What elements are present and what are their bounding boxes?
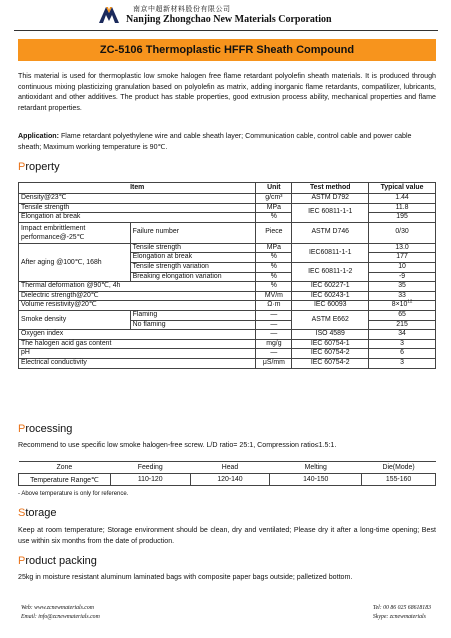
zc-logo-icon bbox=[97, 3, 121, 27]
table-row: Oxygen index — ISO 4589 34 bbox=[19, 330, 436, 340]
table-row: pH — IEC 60754-2 6 bbox=[19, 349, 436, 359]
table-row: Elongation at break % 177 bbox=[19, 253, 436, 263]
storage-heading: Storage bbox=[18, 507, 57, 519]
processing-note: - Above temperature is only for reference. bbox=[18, 491, 129, 497]
table-row: Impact embrittlement performance@-25℃ Failure number Piece ASTM D746 0/30 bbox=[19, 222, 436, 243]
property-table bbox=[18, 182, 436, 369]
col-method: Test method bbox=[292, 183, 369, 194]
table-row: Volume resistivity@20℃ Ω·m IEC 60093 $8\times 10^{12}$ bbox=[19, 301, 436, 311]
page-header bbox=[0, 0, 451, 34]
application-text: Flame retardant polyethylene wire and cable sheath layer; Communication cable, control cable and power cable sheath; Maximum working temperature is 90℃. bbox=[18, 132, 412, 151]
application-label: Application: bbox=[18, 132, 59, 140]
table-row: The halogen acid gas content mg/g IEC 60754-1 3 bbox=[19, 339, 436, 349]
property-heading: Property bbox=[18, 161, 60, 173]
table-row: Thermal deformation @90℃, 4h % IEC 60227-1 35 bbox=[19, 282, 436, 292]
document-title: ZC-5106 Thermoplastic HFFR Sheath Compound bbox=[18, 39, 436, 61]
footer-contact-left bbox=[21, 604, 100, 622]
table-row: Dielectric strength@20℃ MV/m IEC 60243-1 33 bbox=[19, 291, 436, 301]
table-row: Temperature Range℃ 110-120 120-140 140-150 155-160 bbox=[19, 474, 436, 486]
table-row: Density@23℃ g/cm³ ASTM D792 1.44 bbox=[19, 194, 436, 204]
footer-email: Email: info@zcnewmaterials.com bbox=[21, 614, 100, 620]
intro-paragraph: This material is used for thermoplastic low smoke halogen free flame retardant polyolefin sheath materials. It is produced through continuous mixing plasticizing granulation based on polyolefin as matrix, adding inorganic flame retardants, compatilizer, lubricants, antioxidant and other additives. The product has stable properties, good extrusion process ability, mechanical properties and flame retardant properties. bbox=[18, 72, 436, 112]
processing-text: Recommend to use specific low smoke halogen-free screw. L/D ratio= 25:1, Compression ratio≤1.5:1. bbox=[18, 441, 337, 449]
footer-contact-right bbox=[373, 604, 431, 622]
packing-heading: Product packing bbox=[18, 555, 97, 567]
footer-tel: Tel: 00 86 025 68618183 bbox=[372, 605, 431, 611]
table-header-row bbox=[19, 183, 436, 194]
storage-text: Keep at room temperature; Storage environment should be clean, dry and ventilated; Please dry it after a long-time opening; Best use within six months from the date of production. bbox=[18, 526, 436, 545]
col-value: Typical value bbox=[369, 183, 436, 194]
col-item: Item bbox=[19, 183, 256, 194]
col-unit: Unit bbox=[256, 183, 292, 194]
company-name-cn: 南京中超新材料股份有限公司 bbox=[133, 6, 231, 13]
table-row: Elongation at break % 195 bbox=[19, 213, 436, 223]
packing-text: 25kg in moisture resistant aluminum laminated bags with composite paper bags outside; palletized bottom. bbox=[18, 573, 353, 581]
table-row: Tensile strength variation % IEC 60811-1-2 10 bbox=[19, 262, 436, 272]
footer-skype: Skype: zcnewmaterials bbox=[372, 614, 426, 620]
footer-web: Web: www.zcnewmaterials.com bbox=[21, 605, 94, 611]
application-paragraph bbox=[18, 131, 436, 152]
header-divider bbox=[14, 30, 438, 31]
table-row: Breaking elongation variation % -9 bbox=[19, 272, 436, 282]
processing-table bbox=[18, 461, 436, 486]
table-row: After aging @100℃, 168h Tensile strength MPa IEC60811-1-1 13.0 bbox=[19, 243, 436, 253]
table-row: Tensile strength MPa IEC 60811-1-1 11.8 bbox=[19, 203, 436, 213]
table-row: Smoke density Flaming — ASTM E662 65 bbox=[19, 310, 436, 320]
table-row: Electrical conductivity μS/mm IEC 60754-2 3 bbox=[19, 358, 436, 368]
company-name-en: Nanjing Zhongchao New Materials Corporation bbox=[126, 14, 332, 25]
table-header-row: Zone Feeding Head Melting Die(Mode) bbox=[19, 462, 436, 474]
processing-heading: Processing bbox=[18, 423, 73, 435]
table-row: No flaming — 215 bbox=[19, 320, 436, 330]
